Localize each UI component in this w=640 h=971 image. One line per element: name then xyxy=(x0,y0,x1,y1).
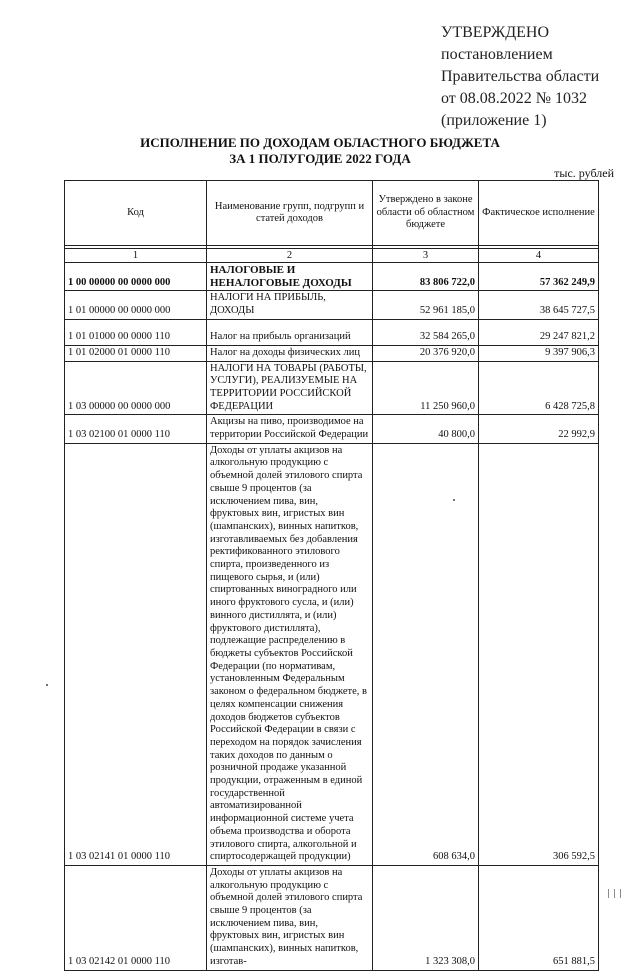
row-name: Доходы от уплаты акцизов на алкогольную продукцию с объемной долей этилового спирта свыше 9 процентов (за исключением пива, вин, фруктовых вин, игристых вин (шампанских), винных напитков, изготавливаемых без добавления ректификованного этилового спирта, произведенного из пищевого сырья, и (или) спиртованных виноградного или иного фруктового сусла, и (или) винного дистиллята, и (или) фруктового дистиллята), подлежащие распределению в бюджеты субъектов Российской Федерации (по нормативам, установленным Федеральным законом о федеральном бюджете, в целях компенсации снижения доходов бюджетов субъектов Российской Федерации в связи с переходом на порядок зачисления таких доходов по данным о розничной продаже указанной продукции, отраженным в единой государственной автоматизированной информационной системе учета объема производства и оборота этилового спирта, алкогольной и спиртосодержащей продукции) xyxy=(207,443,373,865)
row-code: 1 03 02142 01 0000 110 xyxy=(65,865,207,970)
row-name: Налог на доходы физических лиц xyxy=(207,345,373,361)
approval-line: УТВЕРЖДЕНО xyxy=(441,24,550,41)
table-row xyxy=(65,361,599,415)
row-approved: 32 584 265,0 xyxy=(373,319,479,345)
table-row xyxy=(65,319,599,345)
table-row xyxy=(65,415,599,443)
page-corner-mark: | | | xyxy=(607,889,622,899)
approval-stamp xyxy=(441,22,599,132)
header-actual: Фактическое исполнение xyxy=(479,181,599,246)
row-name: Акцизы на пиво, производимое на территории Российской Федерации xyxy=(207,415,373,443)
row-name: Налог на прибыль организаций xyxy=(207,319,373,345)
table-row xyxy=(65,263,599,291)
column-number-row xyxy=(65,249,599,263)
row-code: 1 03 02100 01 0000 110 xyxy=(65,415,207,443)
row-actual: 306 592,5 xyxy=(479,443,599,865)
document-title xyxy=(0,135,640,167)
row-name: Доходы от уплаты акцизов на алкогольную продукцию с объемной долей этилового спирта свыше 9 процентов (за исключением пива, вин, фруктовых вин, игристых вин (шампанских), винных напитков, изготав- xyxy=(207,865,373,970)
table-header-row xyxy=(65,181,599,246)
table-row xyxy=(65,345,599,361)
row-code: 1 01 00000 00 0000 000 xyxy=(65,291,207,319)
row-code: 1 01 01000 00 0000 110 xyxy=(65,319,207,345)
row-actual: 29 247 821,2 xyxy=(479,319,599,345)
table-row xyxy=(65,443,599,865)
approval-line: постановлением xyxy=(441,46,553,63)
title-line: ЗА 1 ПОЛУГОДИЕ 2022 ГОДА xyxy=(229,151,411,166)
row-code: 1 03 00000 00 0000 000 xyxy=(65,361,207,415)
row-name: НАЛОГИ НА ТОВАРЫ (РАБОТЫ, УСЛУГИ), РЕАЛИЗУЕМЫЕ НА ТЕРРИТОРИИ РОССИЙСКОЙ ФЕДЕРАЦИИ xyxy=(207,361,373,415)
row-actual: 9 397 906,3 xyxy=(479,345,599,361)
revenue-table xyxy=(64,180,599,971)
column-number: 3 xyxy=(373,249,479,263)
row-code: 1 03 02141 01 0000 110 xyxy=(65,443,207,865)
title-line: ИСПОЛНЕНИЕ ПО ДОХОДАМ ОБЛАСТНОГО БЮДЖЕТА xyxy=(140,135,500,150)
column-number: 2 xyxy=(207,249,373,263)
approval-line: (приложение 1) xyxy=(441,112,547,129)
row-approved: 52 961 185,0 xyxy=(373,291,479,319)
row-actual: 57 362 249,9 xyxy=(479,263,599,291)
row-name: НАЛОГИ НА ПРИБЫЛЬ, ДОХОДЫ xyxy=(207,291,373,319)
row-actual: 651 881,5 xyxy=(479,865,599,970)
column-number: 4 xyxy=(479,249,599,263)
row-actual: 38 645 727,5 xyxy=(479,291,599,319)
header-approved: Утверждено в законе области об областном бюджете xyxy=(373,181,479,246)
row-approved: 83 806 722,0 xyxy=(373,263,479,291)
row-code: 1 00 00000 00 0000 000 xyxy=(65,263,207,291)
header-name: Наименование групп, подгрупп и статей доходов xyxy=(207,181,373,246)
row-actual: 22 992,9 xyxy=(479,415,599,443)
scan-speck xyxy=(453,499,455,501)
row-approved: 20 376 920,0 xyxy=(373,345,479,361)
scan-speck xyxy=(46,684,48,686)
row-approved: 608 634,0 xyxy=(373,443,479,865)
row-code: 1 01 02000 01 0000 110 xyxy=(65,345,207,361)
header-code: Код xyxy=(65,181,207,246)
row-approved: 40 800,0 xyxy=(373,415,479,443)
row-approved: 1 323 308,0 xyxy=(373,865,479,970)
approval-line: Правительства области xyxy=(441,68,600,85)
unit-label: тыс. рублей xyxy=(554,166,614,180)
row-approved: 11 250 960,0 xyxy=(373,361,479,415)
row-name: НАЛОГОВЫЕ И НЕНАЛОГОВЫЕ ДОХОДЫ xyxy=(207,263,373,291)
table-row xyxy=(65,291,599,319)
column-number: 1 xyxy=(65,249,207,263)
row-actual: 6 428 725,8 xyxy=(479,361,599,415)
approval-line: от 08.08.2022 № 1032 xyxy=(441,90,588,107)
table-row xyxy=(65,865,599,970)
